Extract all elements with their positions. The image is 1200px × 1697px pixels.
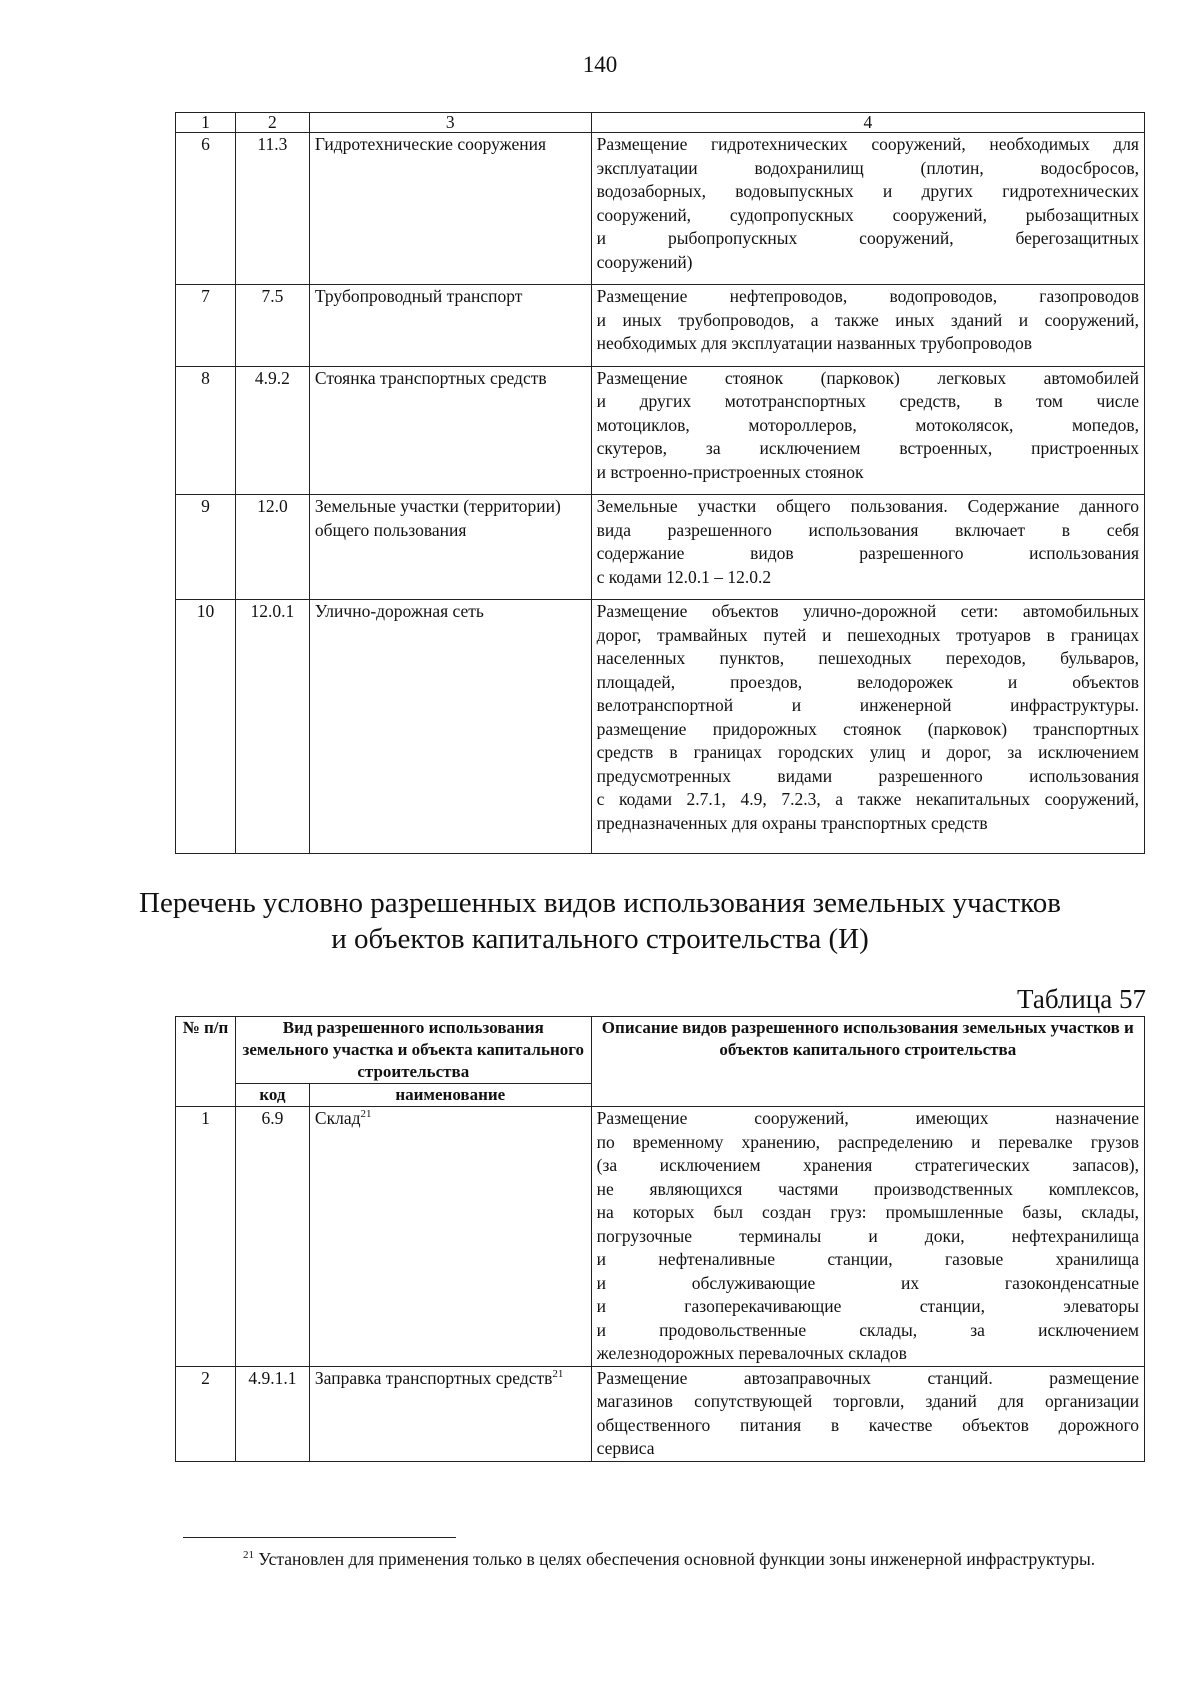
footnote-text: Установлен для применения только в целях обеспечения основной функции зоны инженерной инфраструктуры.	[258, 1549, 1096, 1569]
description-line: размещение придорожных стоянок (парковок) транспортных	[596, 718, 1139, 739]
row-number: 8	[176, 366, 236, 495]
row-name: Склад	[314, 1108, 361, 1128]
footnote	[175, 1547, 1145, 1572]
description-line: Размещение нефтепроводов, водопроводов, газопроводов	[596, 286, 1139, 306]
description-line: дорог, трамвайных путей и пешеходных тротуаров в границах	[596, 624, 1139, 645]
header-description: Описание видов разрешенного использования земельных участков и объектов капитального строительства	[591, 1017, 1144, 1107]
description-line: мотоциклов, мотороллеров, мотоколясок, мопедов,	[596, 414, 1139, 435]
description-line: и рыбопропускных сооружений, берегозащитных	[596, 228, 1139, 248]
table-row	[176, 1366, 1145, 1461]
row-description	[591, 1366, 1144, 1461]
row-code: 11.3	[235, 133, 309, 285]
row-number: 9	[176, 495, 236, 600]
row-number: 1	[176, 1107, 236, 1367]
row-description	[591, 495, 1144, 600]
description-line: погрузочные терминалы и доки, нефтехранилища	[596, 1225, 1139, 1246]
row-name-cell	[309, 133, 591, 285]
description-line: Размещение сооружений, имеющих назначение	[596, 1108, 1139, 1128]
description-line: сооружений)	[596, 251, 693, 272]
header-code: код	[235, 1084, 309, 1107]
description-line: железнодорожных перевалочных складов	[596, 1343, 907, 1363]
column-number-header: 3	[309, 113, 591, 133]
description-line: магазинов сопутствующей торговли, зданий для организации	[596, 1391, 1139, 1411]
row-code: 7.5	[235, 285, 309, 367]
row-name-cell	[309, 366, 591, 495]
description-line: и обслуживающие их газоконденсатные	[596, 1272, 1139, 1293]
description-line: эксплуатации водохранилищ (плотин, водосбросов,	[596, 157, 1139, 178]
description-line: и встроенно-пристроенных стоянок	[596, 461, 864, 482]
row-description	[591, 1107, 1144, 1367]
description-line: и иных трубопроводов, а также иных зданий и сооружений,	[596, 309, 1139, 330]
row-name: Земельные участки (территории) общего пользования	[314, 496, 561, 540]
row-name: Улично-дорожная сеть	[314, 601, 484, 621]
column-number-header: 4	[591, 113, 1144, 133]
description-line: водозаборных, водовыпускных и других гидротехнических	[596, 181, 1139, 201]
description-line: Размещение стоянок (парковок) легковых автомобилей	[596, 367, 1139, 388]
footnote-reference: 21	[552, 1367, 564, 1380]
description-line: Размещение автозаправочных станций. размещение	[596, 1367, 1139, 1388]
row-description	[591, 133, 1144, 285]
description-line: содержание видов разрешенного использования	[596, 543, 1139, 563]
description-line: общественного питания в качестве объектов дорожного	[596, 1414, 1139, 1435]
description-line: сервиса	[596, 1438, 655, 1458]
table-header-row	[176, 1017, 1145, 1084]
table-row	[176, 1107, 1145, 1367]
description-line: предназначенных для охраны транспортных средств	[596, 812, 988, 833]
row-number: 6	[176, 133, 236, 285]
row-name-cell	[309, 1366, 591, 1461]
footnote-mark: 21	[243, 1549, 254, 1562]
conditional-uses-table	[175, 1016, 1145, 1462]
description-line: населенных пунктов, пешеходных переходов, бульваров,	[596, 648, 1139, 668]
row-name: Гидротехнические сооружения	[314, 134, 547, 154]
description-line: не являющихся частями производственных комплексов,	[596, 1178, 1139, 1199]
table-row	[176, 600, 1145, 854]
column-number-header: 2	[235, 113, 309, 133]
description-line: средств в границах городских улиц и дорог, за исключением	[596, 742, 1139, 762]
row-number: 7	[176, 285, 236, 367]
description-line: Размещение гидротехнических сооружений, необходимых для	[596, 134, 1139, 154]
description-line: предусмотренных видами разрешенного использования	[596, 765, 1139, 786]
header-kind: Вид разрешенного использования земельного участка и объекта капитального строительства	[235, 1017, 591, 1084]
row-name-cell	[309, 600, 591, 854]
description-line: сооружений, судопропускных сооружений, рыбозащитных	[596, 204, 1139, 225]
description-line: (за исключением хранения стратегических запасов),	[596, 1155, 1139, 1175]
row-code: 12.0.1	[235, 600, 309, 854]
table-row	[176, 366, 1145, 495]
description-line: на которых был создан груз: промышленные базы, склады,	[596, 1202, 1139, 1222]
zoning-uses-table	[175, 112, 1145, 854]
description-line: с кодами 12.0.1 – 12.0.2	[596, 566, 772, 587]
section-title	[0, 885, 1200, 957]
table-row	[176, 495, 1145, 600]
footnote-reference: 21	[360, 1108, 372, 1121]
row-code: 4.9.1.1	[235, 1366, 309, 1461]
row-description	[591, 600, 1144, 854]
row-name-cell	[309, 285, 591, 367]
description-line: Размещение объектов улично-дорожной сети: автомобильных	[596, 601, 1139, 621]
row-name: Трубопроводный транспорт	[314, 286, 523, 306]
column-number-header: 1	[176, 113, 236, 133]
description-line: и газоперекачивающие станции, элеваторы	[596, 1296, 1139, 1316]
row-code: 6.9	[235, 1107, 309, 1367]
row-number: 2	[176, 1366, 236, 1461]
section-title-line: Перечень условно разрешенных видов использования земельных участков	[139, 887, 1061, 919]
table-header-row	[176, 113, 1145, 133]
row-name: Стоянка транспортных средств	[314, 367, 547, 388]
description-line: и нефтеналивные станции, газовые хранилища	[596, 1249, 1139, 1269]
section-title-line: и объектов капитального строительства (И)	[331, 923, 869, 955]
header-name: наименование	[309, 1084, 591, 1107]
row-code: 12.0	[235, 495, 309, 600]
row-description	[591, 285, 1144, 367]
table-row	[176, 133, 1145, 285]
header-number: № п/п	[176, 1017, 236, 1107]
description-line: Земельные участки общего пользования. Содержание данного	[596, 496, 1139, 516]
row-name-cell	[309, 1107, 591, 1367]
description-line: и продовольственные склады, за исключением	[596, 1319, 1139, 1340]
description-line: с кодами 2.7.1, 4.9, 7.2.3, а также некапитальных сооружений,	[596, 789, 1139, 809]
row-description	[591, 366, 1144, 495]
description-line: велотранспортной и инженерной инфраструктуры.	[596, 695, 1139, 715]
table-caption: Таблица 57	[1017, 984, 1146, 1014]
footnote-divider	[183, 1537, 456, 1538]
row-number: 10	[176, 600, 236, 854]
row-name: Заправка транспортных средств	[314, 1367, 553, 1388]
description-line: площадей, проездов, велодорожек и объектов	[596, 671, 1139, 692]
page-number: 140	[582, 52, 618, 77]
table-row	[176, 285, 1145, 367]
description-line: необходимых для эксплуатации названных трубопроводов	[596, 333, 1032, 353]
description-line: и других мототранспортных средств, в том числе	[596, 391, 1139, 411]
row-code: 4.9.2	[235, 366, 309, 495]
description-line: скутеров, за исключением встроенных, пристроенных	[596, 438, 1139, 458]
description-line: вида разрешенного использования включает в себя	[596, 519, 1139, 540]
description-line: по временному хранению, распределению и перевалке грузов	[596, 1131, 1139, 1152]
row-name-cell	[309, 495, 591, 600]
